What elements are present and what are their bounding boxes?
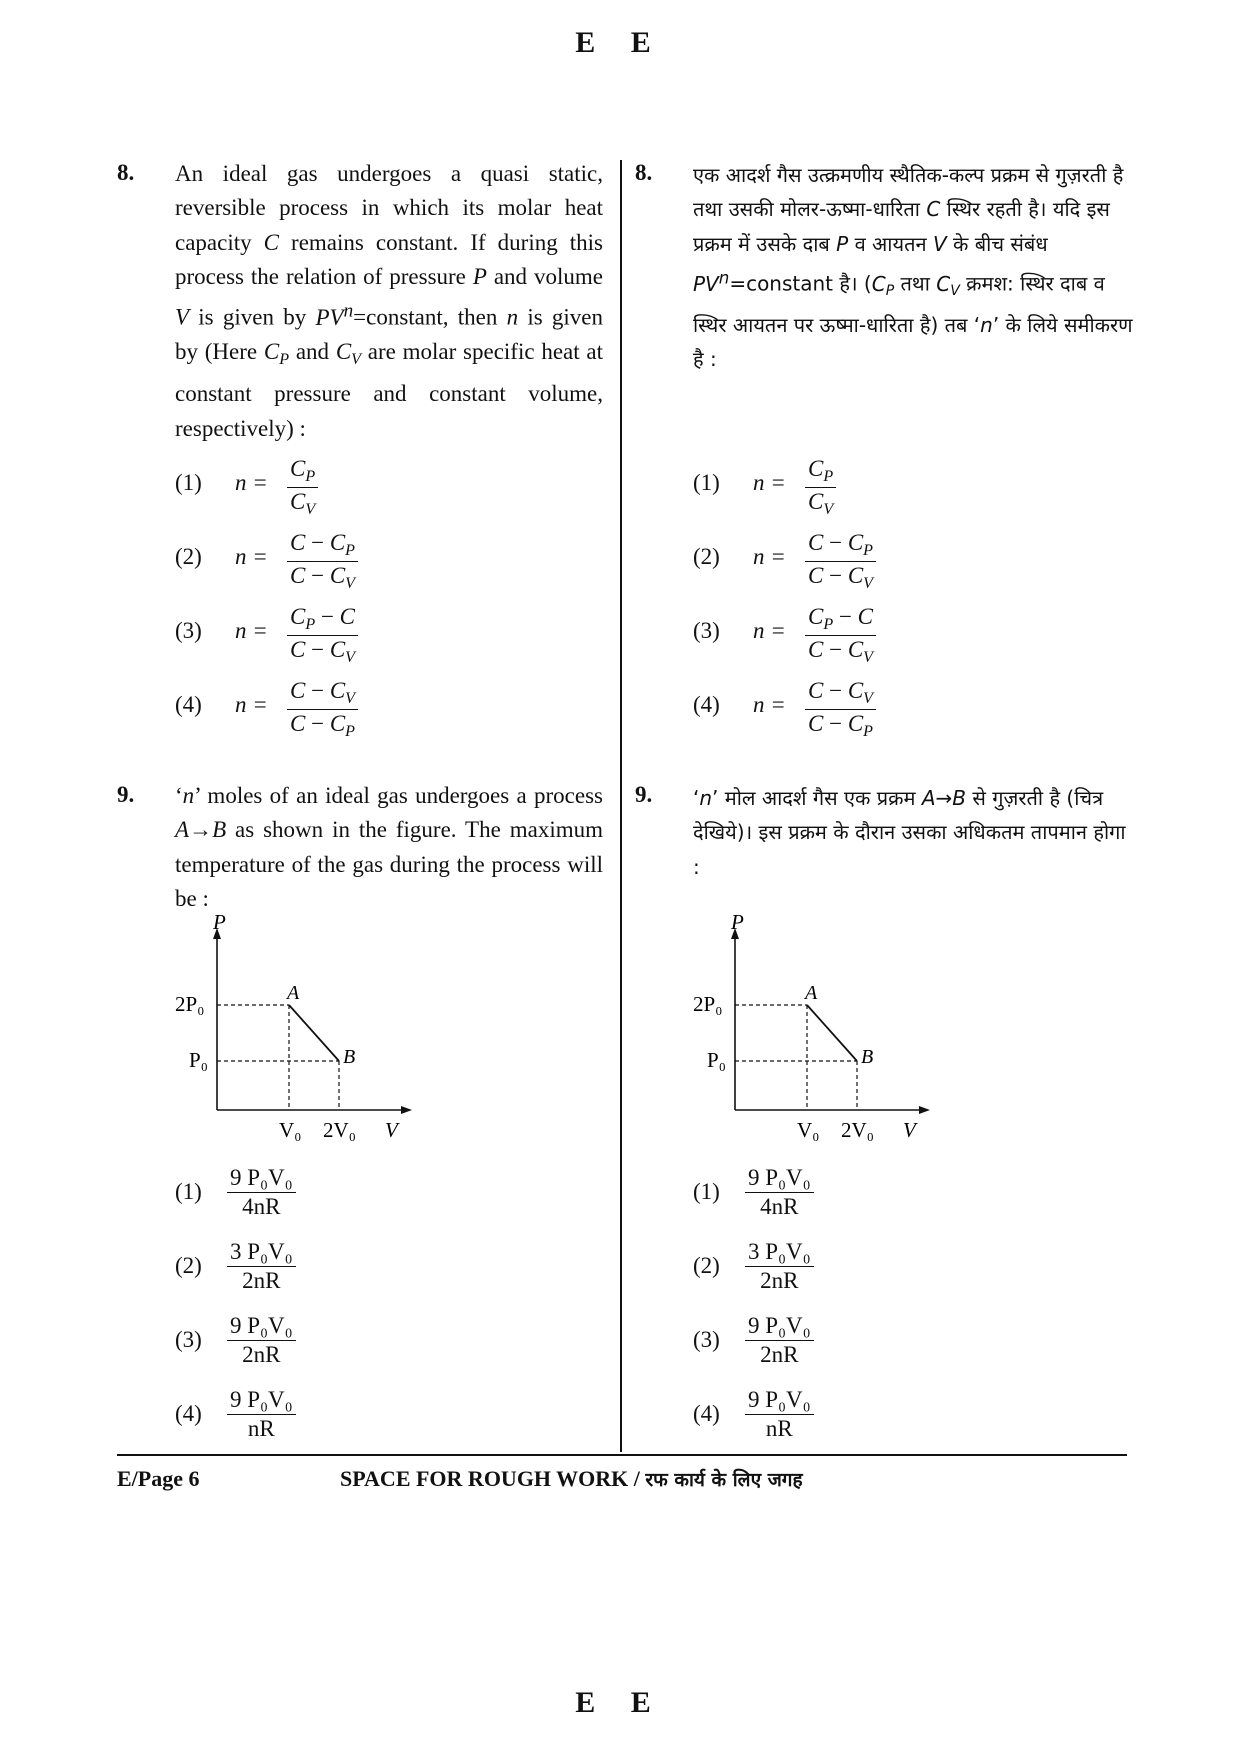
option-label: (4): [693, 692, 720, 717]
point-b-label: B: [861, 1046, 874, 1068]
option-fraction: $\frac{\text{9 P₀V₀}}{4nR}$: [227, 1165, 296, 1220]
question-8-text-en: An ideal gas undergoes a quasi static, reversible process in which its molar heat capacity C remains constant. If during this process the relation of pressure P and volume V is given by $PV^n=constant$, then n is given by (Here $C_P$ and $C_V$ are molar specific heat at constant pressure and constant volume, respectively) :: [175, 161, 603, 441]
option-label: (1): [693, 470, 720, 495]
q8-option-3-hi[interactable]: [693, 604, 1013, 666]
page-number: E/Page 6: [117, 1466, 200, 1491]
q8-option-2-hi[interactable]: [693, 530, 1013, 592]
option-label: (1): [175, 470, 202, 495]
option-variable: n =: [235, 470, 268, 495]
axis-label-p: P: [213, 910, 226, 934]
option-fraction: $\frac{C - C_P}{C - C_V}$: [805, 530, 876, 593]
option-variable: n =: [753, 618, 786, 643]
footer-rule: [117, 1454, 1127, 1456]
option-fraction: $\frac{C_P - C}{C - C_V}$: [805, 604, 876, 667]
tick-2v0: 2V₀: [323, 1118, 356, 1142]
tick-2p0: 2P₀: [693, 992, 723, 1016]
q8-option-4[interactable]: [175, 678, 495, 740]
q9-option-3[interactable]: [175, 1313, 495, 1375]
axis-label-p: P: [731, 910, 744, 934]
option-label: (2): [693, 1253, 720, 1278]
option-variable: n =: [753, 544, 786, 569]
pv-graph: [167, 910, 427, 1145]
tick-p0: P₀: [707, 1048, 727, 1072]
option-variable: n =: [235, 544, 268, 569]
tick-p0: P₀: [189, 1048, 209, 1072]
q9-option-2[interactable]: [175, 1239, 495, 1301]
q9-option-3-hi[interactable]: [693, 1313, 1013, 1375]
rough-work-en: SPACE FOR ROUGH WORK /: [340, 1466, 646, 1491]
pv-graph-hi: [685, 910, 945, 1145]
q8-option-2[interactable]: [175, 530, 495, 592]
question-9-text-hi: ‘n’ मोल आदर्श गैस एक प्रक्रम A→B से गुज़रती है (चित्र देखिये)। इस प्रक्रम के दौरान उसका अधिकतम तापमान होगा :: [693, 786, 1126, 879]
footer-mark: E E: [575, 1686, 665, 1719]
option-label: (2): [175, 1253, 202, 1278]
option-fraction: $\frac{\text{3 P₀V₀}}{2nR}$: [745, 1239, 814, 1294]
point-a-label: A: [805, 982, 818, 1004]
option-label: (3): [693, 1327, 720, 1352]
question-9-text-en: ‘n’ moles of an ideal gas undergoes a process A→B as shown in the figure. The maximum temperature of the gas during the process will be :: [175, 783, 603, 911]
tick-v0: V₀: [797, 1118, 820, 1142]
option-fraction: $\frac{C_P}{C_V}$: [287, 456, 318, 519]
point-a-label: A: [287, 982, 300, 1004]
question-8-text-hi: एक आदर्श गैस उत्क्रमणीय स्थैतिक-कल्प प्रक्रम से गुज़रती है तथा उसकी मोलर-ऊष्मा-धारिता C स्थिर रहती है। यदि इस प्रक्रम में उसके दाब P व आयतन V के बीच संबंध $PV^n=constant$ है। ($C_P$ तथा $C_V$ क्रमश: स्थिर दाब व स्थिर आयतन पर ऊष्मा-धारिता है) तब ‘n’ के लिये समीकरण है :: [693, 163, 1133, 372]
option-fraction: $\frac{C - C_P}{C - C_V}$: [287, 530, 358, 593]
q8-option-1-hi[interactable]: [693, 456, 1013, 518]
option-label: (3): [693, 618, 720, 643]
option-variable: n =: [235, 618, 268, 643]
question-8-number: 8.: [117, 160, 135, 185]
option-fraction: $\frac{\text{9 P₀V₀}}{nR}$: [227, 1387, 296, 1442]
option-fraction: $\frac{\text{9 P₀V₀}}{nR}$: [745, 1387, 814, 1442]
q9-option-1[interactable]: [175, 1165, 495, 1227]
q9-option-1-hi[interactable]: [693, 1165, 1013, 1227]
tick-2p0: 2P₀: [175, 992, 205, 1016]
q9-option-4[interactable]: [175, 1387, 495, 1449]
option-label: (4): [175, 1401, 202, 1426]
option-fraction: $\frac{\text{9 P₀V₀}}{4nR}$: [745, 1165, 814, 1220]
option-label: (1): [175, 1179, 202, 1204]
option-label: (4): [175, 692, 202, 717]
q9-option-4-hi[interactable]: [693, 1387, 1013, 1449]
option-variable: n =: [753, 692, 786, 717]
axis-label-v: V: [385, 1118, 398, 1142]
column-divider: [620, 160, 622, 1452]
question-9-number: 9.: [117, 782, 135, 807]
option-label: (2): [175, 544, 202, 569]
option-fraction: $\frac{C - C_V}{C - C_P}$: [287, 678, 358, 741]
q9-option-2-hi[interactable]: [693, 1239, 1013, 1301]
q8-option-4-hi[interactable]: [693, 678, 1013, 740]
rough-work-hi: रफ कार्य के लिए जगह: [645, 1469, 803, 1491]
question-9-number-hi: 9.: [635, 782, 653, 807]
option-variable: n =: [235, 692, 268, 717]
q8-option-1[interactable]: [175, 456, 495, 518]
point-b-label: B: [343, 1046, 356, 1068]
question-8-number-hi: 8.: [635, 160, 653, 185]
option-fraction: $\frac{C - C_V}{C - C_P}$: [805, 678, 876, 741]
tick-2v0: 2V₀: [841, 1118, 874, 1142]
option-label: (4): [693, 1401, 720, 1426]
option-fraction: $\frac{\text{9 P₀V₀}}{2nR}$: [227, 1313, 296, 1368]
header-mark: E E: [575, 26, 665, 59]
axis-label-v: V: [903, 1118, 916, 1142]
option-fraction: $\frac{C_P}{C_V}$: [805, 456, 836, 519]
option-label: (1): [693, 1179, 720, 1204]
q8-option-3[interactable]: [175, 604, 495, 666]
option-fraction: $\frac{\text{3 P₀V₀}}{2nR}$: [227, 1239, 296, 1294]
rough-work-label: [340, 1466, 803, 1492]
option-label: (3): [175, 618, 202, 643]
option-label: (2): [693, 544, 720, 569]
tick-v0: V₀: [279, 1118, 302, 1142]
option-variable: n =: [753, 470, 786, 495]
option-fraction: $\frac{C_P - C}{C - C_V}$: [287, 604, 358, 667]
option-fraction: $\frac{\text{9 P₀V₀}}{2nR}$: [745, 1313, 814, 1368]
option-label: (3): [175, 1327, 202, 1352]
